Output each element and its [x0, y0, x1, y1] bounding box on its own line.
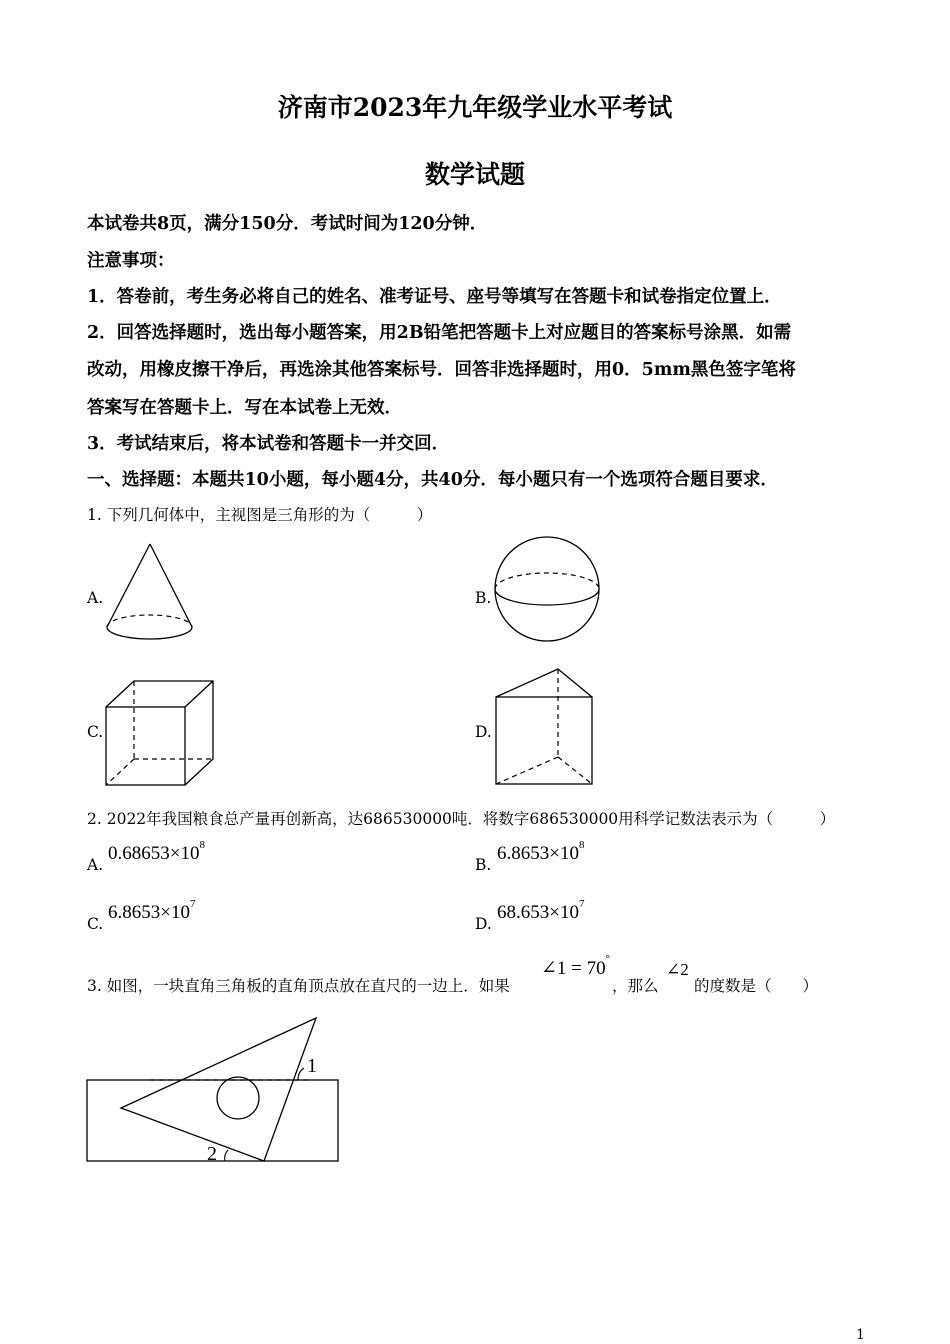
q2-option-c-label: C.	[87, 915, 104, 933]
sphere-figure	[490, 532, 606, 648]
q1-option-c-label: C.	[87, 723, 104, 741]
triangular-prism-figure	[490, 665, 600, 790]
q1-option-a-label: A.	[87, 589, 104, 607]
exam-subtitle: 数学试题	[424, 160, 525, 189]
q3-stem-part-2: ，那么	[612, 977, 659, 995]
exam-title: 济南市2023年九年级学业水平考试	[277, 93, 673, 122]
q1-option-b-label: B.	[475, 589, 492, 607]
q2-option-c-value: $6.8653\times 10^7$	[108, 898, 196, 923]
q3-condition: ∠1 = 70°	[541, 953, 611, 979]
ruler-triangle-figure	[80, 1010, 350, 1170]
notes-title: 注意事项：	[87, 251, 175, 271]
note-2-line-3: 答案写在答题卡上．写在本试卷上无效．	[87, 398, 402, 418]
cube-figure	[100, 676, 220, 791]
q1-option-d-label: D.	[475, 723, 492, 741]
q2-option-a-label: A.	[87, 856, 104, 874]
q2-option-a-value: $0.68653\times 10^8$	[108, 839, 205, 864]
cone-figure	[100, 540, 200, 645]
q2-option-b-label: B.	[475, 856, 492, 874]
note-2-line-2: 改动，用橡皮擦干净后，再选涂其他答案标号．回答非选择题时，用0．5mm黑色签字笔将	[87, 360, 796, 380]
note-2-line-1: 2．回答选择题时，选出每小题答案，用2B铅笔把答题卡上对应题目的答案标号涂黑．如需	[87, 323, 792, 343]
q2-option-d-label: D.	[475, 915, 492, 933]
section-1-heading: 一、选择题：本题共10小题，每小题4分，共40分．每小题只有一个选项符合题目要求．	[87, 470, 778, 490]
angle-2-label: 2	[207, 1143, 217, 1165]
intro-text: 本试卷共8页，满分150分．考试时间为120分钟．	[87, 214, 488, 234]
q3-stem-part-1: 3. 如图，一块直角三角板的直角顶点放在直尺的一边上．如果	[87, 977, 510, 995]
q2-option-d-value: $68.653\times 10^7$	[497, 898, 585, 923]
q1-stem: 1. 下列几何体中，主视图是三角形的为（ ）	[87, 506, 433, 524]
q3-stem-part-3: 的度数是（ ）	[694, 977, 819, 995]
page-number: 1	[856, 1327, 865, 1343]
note-3: 3．考试结束后，将本试卷和答题卡一并交回．	[87, 434, 450, 454]
q2-option-b-value: $6.8653\times 10^8$	[497, 839, 585, 864]
angle-1-label: 1	[307, 1055, 317, 1077]
q2-stem: 2. 2022年我国粮食总产量再创新高，达686530000吨．将数字686530000用科学记数法表示为（ ）	[87, 810, 836, 828]
q3-angle-2: ∠2	[666, 960, 689, 979]
note-1: 1．答卷前，考生务必将自己的姓名、准考证号、座号等填写在答题卡和试卷指定位置上．	[87, 287, 782, 307]
